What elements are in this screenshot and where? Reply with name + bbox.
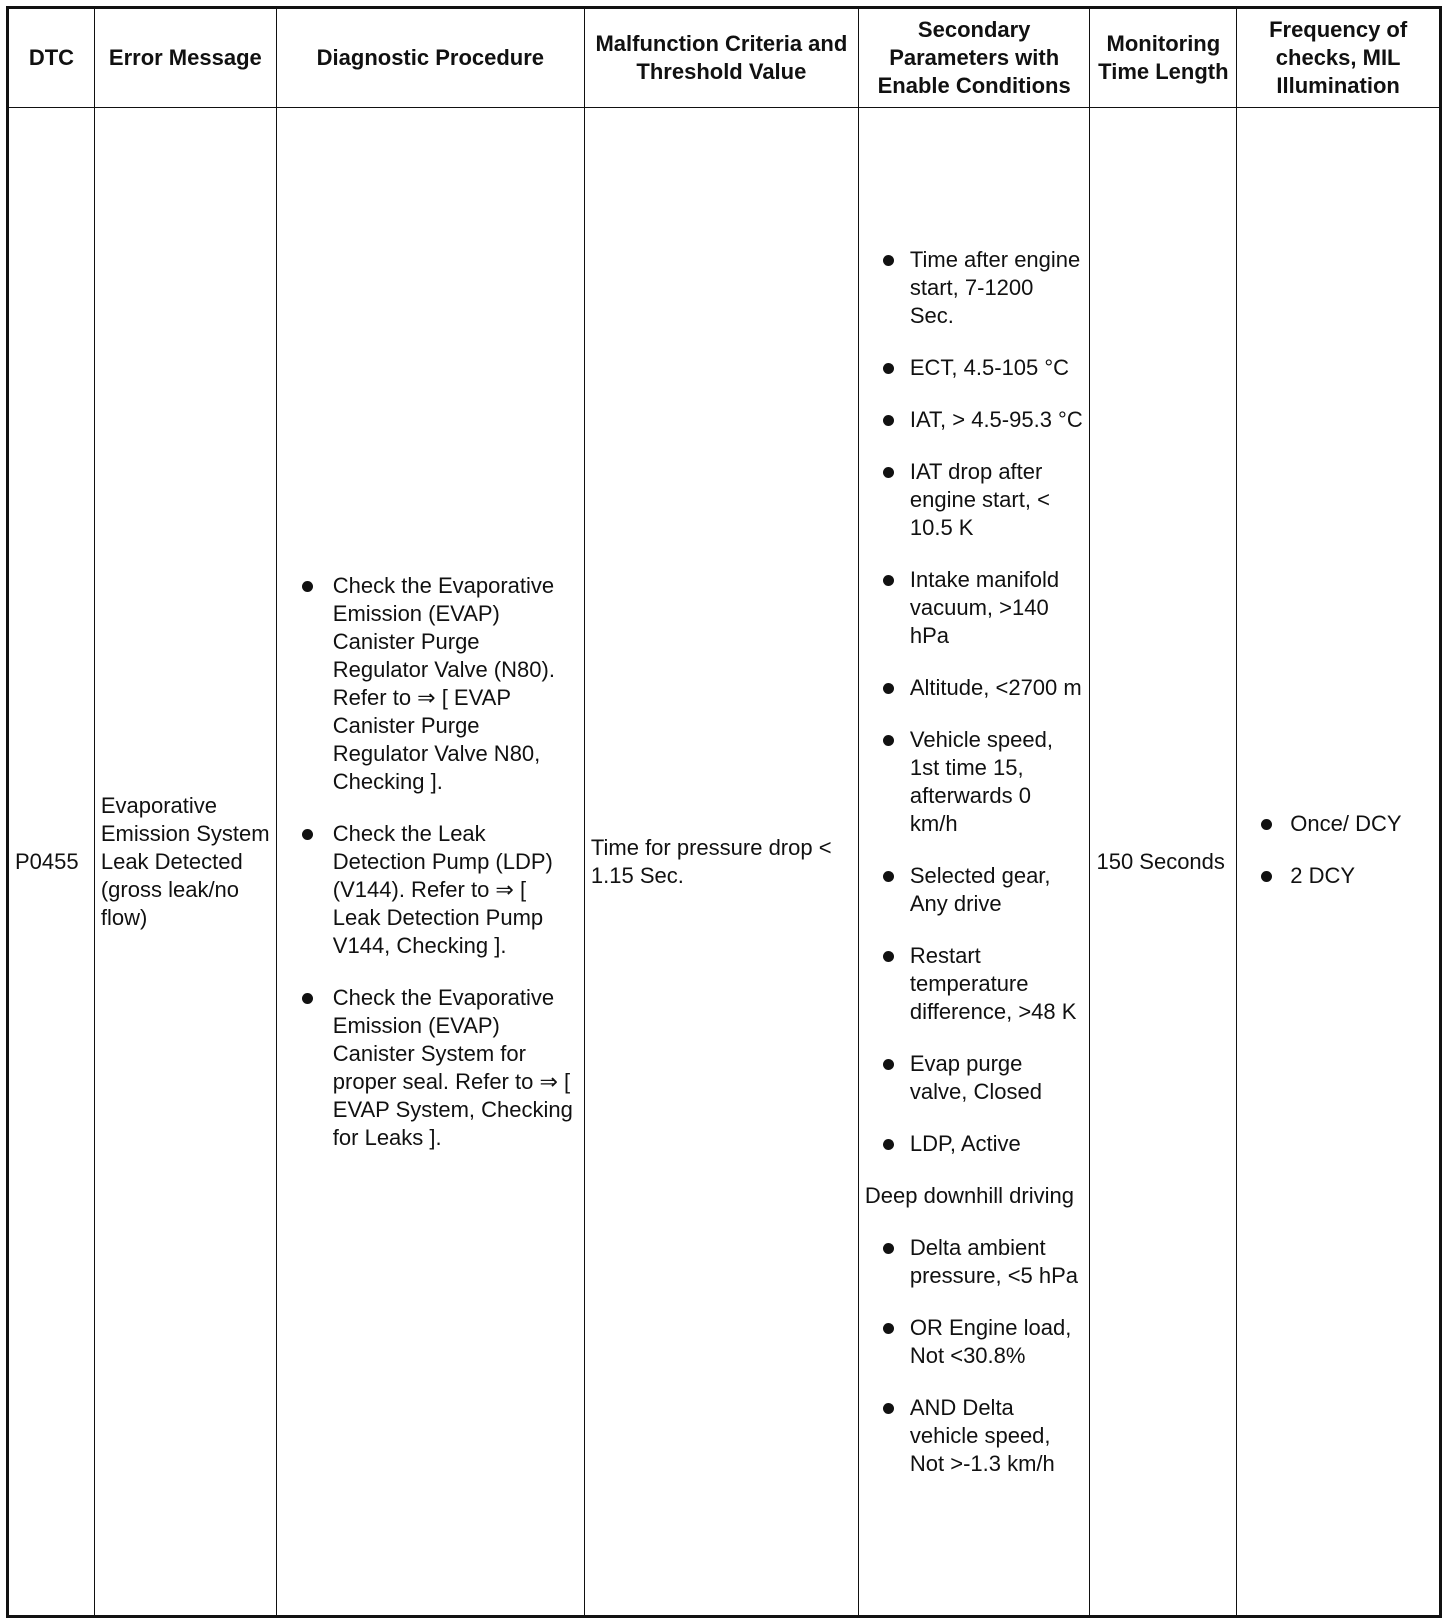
list-item: IAT drop after engine start, < 10.5 K [865,458,1084,542]
cell-diagnostic-procedure [276,108,584,1617]
list-item: LDP, Active [865,1130,1084,1158]
cell-frequency [1237,108,1441,1617]
list-item: Altitude, <2700 m [865,674,1084,702]
bullet-icon [883,871,894,882]
list-item: Check the Leak Detection Pump (LDP) (V144). Refer to ⇒ [ Leak Detection Pump V144, Checking ]. [283,820,578,960]
list-item: Selected gear, Any drive [865,862,1084,918]
cell-malfunction-criteria: Time for pressure drop < 1.15 Sec. [584,108,858,1617]
header-dtc: DTC [8,8,95,108]
bullet-icon [883,1323,894,1334]
list-item: Restart temperature difference, >48 K [865,942,1084,1026]
diagnostic-procedure-list [283,572,578,1152]
bullet-icon [883,255,894,266]
bullet-icon [302,993,313,1004]
bullet-icon [1261,819,1272,830]
cell-dtc-code: P0455 [8,108,95,1617]
header-row [8,8,1441,108]
bullet-icon [883,683,894,694]
bullet-icon [883,363,894,374]
bullet-icon [883,951,894,962]
table-row [8,108,1441,1617]
bullet-icon [883,415,894,426]
bullet-icon [883,467,894,478]
bullet-icon [1261,871,1272,882]
list-item: Check the Evaporative Emission (EVAP) Canister Purge Regulator Valve (N80). Refer to ⇒ [ EVAP Canister Purge Regulator Valve N80, Checking ]. [283,572,578,796]
bullet-icon [883,1139,894,1150]
header-frequency: Frequency of checks, MIL Illumination [1237,8,1441,108]
secondary-parameters-list [865,246,1084,1158]
bullet-icon [302,829,313,840]
cell-secondary-parameters [858,108,1090,1617]
bullet-icon [883,1243,894,1254]
secondary-parameters-list-2 [865,1234,1084,1478]
list-item: Delta ambient pressure, <5 hPa [865,1234,1084,1290]
cell-error-message: Evaporative Emission System Leak Detected (gross leak/no flow) [94,108,276,1617]
bullet-icon [883,1059,894,1070]
bullet-icon [883,575,894,586]
bullet-icon [302,581,313,592]
list-item: ECT, 4.5-105 °C [865,354,1084,382]
cell-monitoring-time: 150 Seconds [1090,108,1237,1617]
frequency-list [1243,810,1433,890]
bullet-icon [883,1403,894,1414]
bullet-icon [883,735,894,746]
list-item: 2 DCY [1243,862,1433,890]
header-malfunction-criteria: Malfunction Criteria and Threshold Value [584,8,858,108]
header-secondary-parameters: Secondary Parameters with Enable Conditions [858,8,1090,108]
list-item: Once/ DCY [1243,810,1433,838]
dtc-table [6,6,1442,1618]
list-item: Intake manifold vacuum, >140 hPa [865,566,1084,650]
list-item: OR Engine load, Not <30.8% [865,1314,1084,1370]
list-item: Time after engine start, 7-1200 Sec. [865,246,1084,330]
header-monitoring-time: Monitoring Time Length [1090,8,1237,108]
list-item: IAT, > 4.5-95.3 °C [865,406,1084,434]
list-item: Evap purge valve, Closed [865,1050,1084,1106]
secondary-subheading: Deep downhill driving [864,1182,1074,1208]
header-diagnostic-procedure: Diagnostic Procedure [276,8,584,108]
list-item: Vehicle speed, 1st time 15, afterwards 0 km/h [865,726,1084,838]
header-error-message: Error Message [94,8,276,108]
list-item: AND Delta vehicle speed, Not >-1.3 km/h [865,1394,1084,1478]
list-item: Check the Evaporative Emission (EVAP) Canister System for proper seal. Refer to ⇒ [ EVAP System, Checking for Leaks ]. [283,984,578,1152]
